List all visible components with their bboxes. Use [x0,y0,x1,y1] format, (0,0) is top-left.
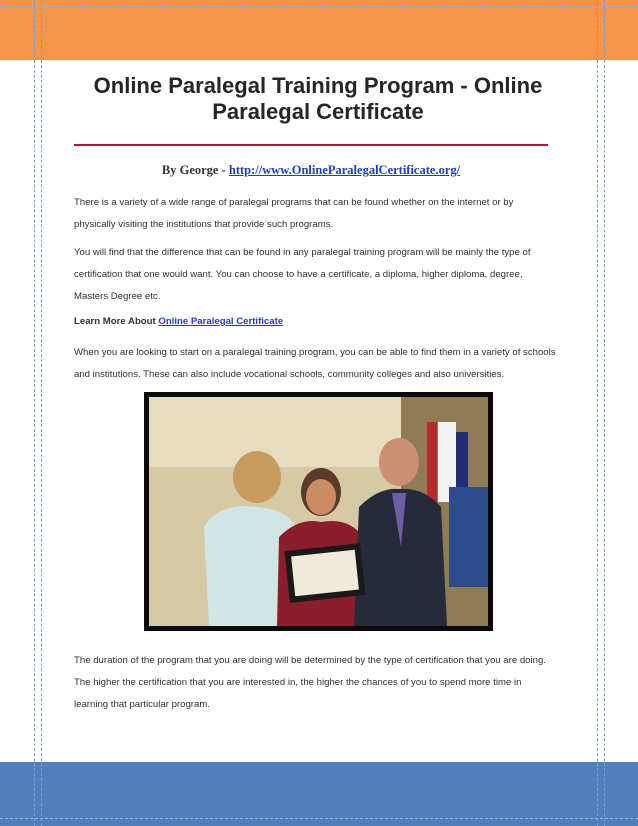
page-border-bottom [0,818,638,819]
certificate-photo [144,392,493,631]
byline [74,163,548,178]
learn-more-line [74,311,556,333]
byline-author: By George - [161,163,229,177]
page-border-right [604,0,605,826]
title-divider [74,144,548,146]
photo-illustration [149,397,488,626]
footer-band [0,762,638,826]
page-title: Online Paralegal Training Program - Online Paralegal Certificate [93,73,543,124]
learn-more-link[interactable]: Online Paralegal Certificate [158,316,284,327]
paragraph-duration: The duration of the program that you are doing will be determined by the type of certification that you are doing. The higher the certification that you are interested in, the higher the chances of you to spend more time in learning that particular program. [74,655,546,710]
page-border-left [34,0,35,826]
paragraph-schools: When you are looking to start on a paralegal training program, you can be able to find them in a variety of schools and institutions. These can also include vocational schools, community colleges and also universities. [74,347,556,380]
paragraph-intro: There is a variety of a wide range of paralegal programs that can be found whether on the internet or by physically visiting the institutions that provide such programs. [74,197,514,230]
paragraph-certification: You will find that the difference that can be found in any paralegal training program will be mainly the type of certification that one would want. You can choose to have a certificate, a diploma, higher diploma, degree, Masters Degree etc. [74,247,531,302]
page-border-top [0,6,638,7]
page-border-left-inner [41,0,42,826]
page-border-right-inner [597,0,598,826]
header-band [0,0,638,60]
learn-more-label: Learn More About [74,316,159,327]
byline-link[interactable]: http://www.OnlineParalegalCertificate.org/ [228,163,461,177]
